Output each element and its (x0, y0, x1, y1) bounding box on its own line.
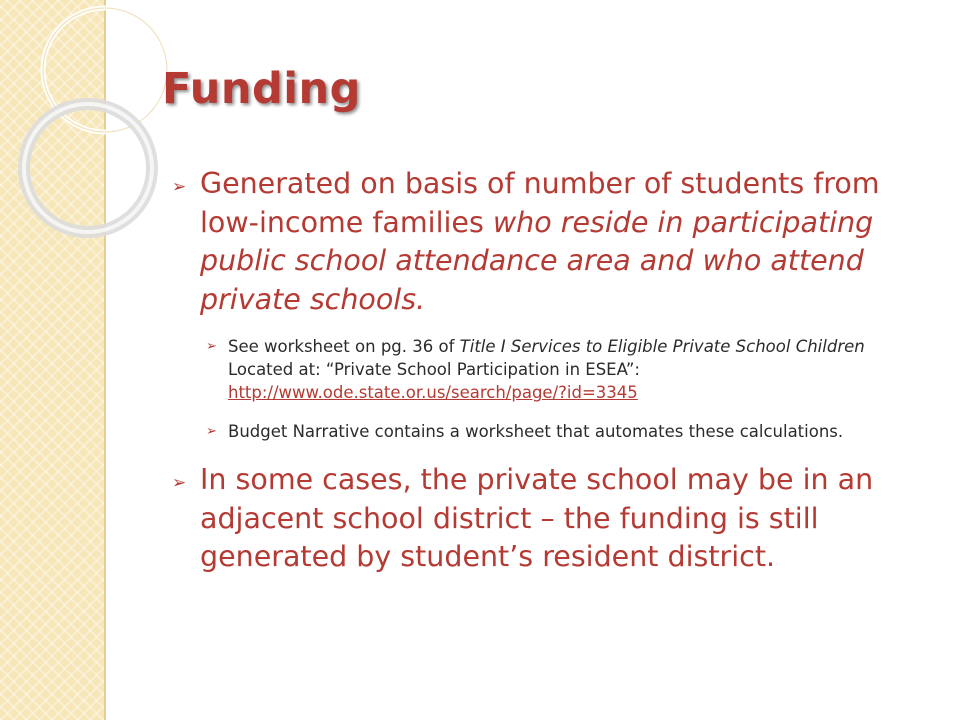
arrow-right-icon: ➢ (206, 424, 217, 439)
slide-title: Funding (162, 64, 361, 114)
bullet-funding-basis-italic: who reside in participating public school attendance area and who attend private schools. (200, 205, 874, 316)
arrow-right-icon: ➢ (206, 339, 217, 354)
subbullet-worksheet-located: Located at: “Private School Participation in ESEA”: (228, 360, 640, 379)
subbullet-worksheet-prefix: See worksheet on pg. 36 of (228, 337, 460, 356)
bullet-funding-basis (160, 165, 920, 319)
subbullet-budget-narrative (196, 420, 920, 443)
ode-search-link[interactable]: http://www.ode.state.or.us/search/page/?id=3345 (228, 383, 638, 402)
bullet-adjacent-district-text: In some cases, the private school may be in an adjacent school district – the funding is still generated by student’s resident district. (200, 463, 874, 573)
slide-body (160, 165, 920, 577)
bullet-funding-basis-text: Generated on basis of number of students from low-income families (200, 167, 880, 239)
arrow-right-icon: ➢ (172, 473, 187, 493)
subbullet-budget-narrative-text: Budget Narrative contains a worksheet that automates these calculations. (228, 422, 844, 441)
subbullet-worksheet (196, 335, 920, 404)
document-title: Title I Services to Eligible Private School Children (459, 337, 865, 356)
arrow-right-icon: ➢ (172, 177, 187, 197)
ring-decoration (0, 0, 180, 260)
bullet-adjacent-district (160, 461, 920, 577)
